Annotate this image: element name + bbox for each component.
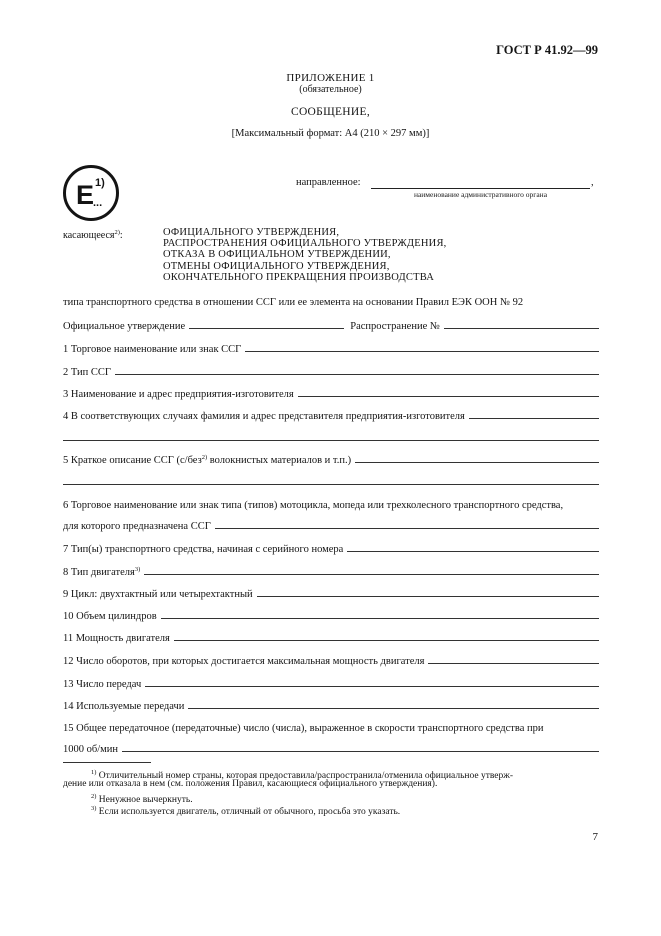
form-row-8	[63, 564, 599, 578]
form-row-15b	[63, 741, 599, 755]
vehicle-type-label: 7 Тип(ы) транспортного средства, начиная с серийного номера	[63, 544, 344, 555]
addressee-comma: ,	[591, 177, 594, 188]
standard-code: ГОСТ Р 41.92—99	[496, 43, 598, 57]
extension-field[interactable]	[444, 328, 599, 329]
engine-type-label: 8 Тип двигателя$^{3)}$	[63, 566, 141, 578]
footnote-1-continued: дение или отказала в нем (см. положения Правил, касающиеся официального утверждения).	[63, 779, 438, 789]
footnote-1: $^{1)}$ Отличительный номер страны, которая предоставила/распространила/отменила официальное утверж-	[91, 769, 513, 781]
form-row-9	[63, 586, 599, 600]
gear-count-label: 13 Число передач	[63, 679, 142, 690]
gear-ratio-label: 15 Общее передаточное (передаточные) число (числа), выраженное в скорости транспортного средства при	[63, 723, 544, 734]
gears-used-field[interactable]	[188, 708, 599, 709]
gears-used-label: 14 Используемые передачи	[63, 701, 185, 712]
displacement-field[interactable]	[161, 618, 599, 619]
form-row-13	[63, 676, 599, 690]
addressee-label: направленное:	[296, 177, 361, 188]
concerning-options	[163, 227, 447, 283]
concerning-label: касающееся$^{2)}$:	[63, 229, 123, 241]
engine-power-field[interactable]	[174, 640, 599, 641]
concerning-option: РАСПРОСТРАНЕНИЯ ОФИЦИАЛЬНОГО УТВЕРЖДЕНИЯ,	[163, 238, 447, 250]
representative-field-line2[interactable]	[63, 440, 599, 441]
vehicle-trade-name-label: 6 Торговое наименование или знак типа (типов) мотоцикла, мопеда или трехколесного транспортного средства,	[63, 500, 564, 511]
footnote-divider	[63, 762, 151, 763]
rpm-field[interactable]	[428, 663, 599, 664]
displacement-label: 10 Объем цилиндров	[63, 611, 157, 622]
description-field-line2[interactable]	[63, 484, 599, 485]
appendix-status: (обязательное)	[299, 84, 362, 95]
page-number: 7	[592, 831, 598, 843]
trade-name-field[interactable]	[245, 351, 599, 352]
intro-text: типа транспортного средства в отношении ССГ или ее элемента на основании Правил ЕЭК ООН № 92	[63, 297, 524, 308]
addressee-field[interactable]	[371, 188, 590, 189]
description-field[interactable]	[355, 462, 599, 463]
approval-row	[63, 318, 599, 332]
gear-count-field[interactable]	[145, 686, 599, 687]
e-mark-letter: E	[76, 180, 95, 210]
rpm-1000-label: 1000 об/мин	[63, 744, 119, 755]
form-row-4	[63, 408, 599, 422]
extension-label: Распространение №	[350, 321, 440, 332]
approval-label: Официальное утверждение	[63, 321, 186, 332]
gear-ratio-field[interactable]	[122, 751, 599, 752]
manufacturer-field[interactable]	[298, 396, 599, 397]
e-mark-footnote-ref: 1)	[95, 177, 105, 189]
form-row-1	[63, 341, 599, 355]
concerning-option: ОТМЕНЫ ОФИЦИАЛЬНОГО УТВЕРЖДЕНИЯ,	[163, 260, 390, 272]
e-mark-dots: ...	[93, 197, 103, 209]
form-row-3	[63, 386, 599, 400]
type-field[interactable]	[115, 374, 599, 375]
representative-field[interactable]	[469, 418, 599, 419]
form-row-5	[63, 452, 599, 466]
engine-power-label: 11 Мощность двигателя	[63, 633, 170, 644]
appendix-title: ПРИЛОЖЕНИЕ 1	[286, 72, 375, 84]
form-row-2	[63, 364, 599, 378]
footnote-2: $^{2)}$ Ненужное вычеркнуть.	[91, 793, 193, 805]
addressee-caption: наименование административного органа	[413, 190, 548, 199]
form-row-6b	[63, 518, 599, 532]
intended-for-label: для которого предназначена ССГ	[63, 521, 211, 532]
form-row-10	[63, 608, 599, 622]
form-row-7	[63, 541, 599, 555]
concerning-option: ОФИЦИАЛЬНОГО УТВЕРЖДЕНИЯ,	[163, 227, 340, 238]
form-row-15	[63, 720, 599, 734]
vehicle-type-field[interactable]	[347, 551, 599, 552]
message-title: СООБЩЕНИЕ,	[290, 106, 371, 118]
concerning-option: ОКОНЧАТЕЛЬНОГО ПРЕКРАЩЕНИЯ ПРОИЗВОДСТВА	[163, 271, 435, 283]
form-row-11	[63, 630, 599, 644]
footnote-3: $^{3)}$ Если используется двигатель, отличный от обычного, просьба это указать.	[91, 805, 401, 817]
e-mark-icon	[61, 163, 121, 223]
form-row-14	[63, 698, 599, 712]
cycle-field[interactable]	[257, 596, 599, 597]
description-label: 5 Краткое описание ССГ (с/без$^{2)}$ волокнистых материалов и т.п.)	[63, 454, 352, 466]
engine-type-field[interactable]	[144, 574, 599, 575]
cycle-label: 9 Цикл: двухтактный или четырехтактный	[63, 589, 253, 600]
concerning-option: ОТКАЗА В ОФИЦИАЛЬНОМ УТВЕРЖДЕНИИ,	[163, 249, 391, 261]
format-note: [Максимальный формат: А4 (210 × 297 мм)]	[231, 128, 430, 139]
vehicle-trade-name-field[interactable]	[215, 528, 599, 529]
manufacturer-label: 3 Наименование и адрес предприятия-изготовителя	[63, 389, 294, 400]
type-label: 2 Тип ССГ	[63, 367, 111, 378]
representative-label: 4 В соответствующих случаях фамилия и адрес представителя предприятия-изготовителя	[63, 411, 465, 422]
form-row-12	[63, 653, 599, 667]
form-row-6	[63, 497, 599, 511]
rpm-label: 12 Число оборотов, при которых достигается максимальная мощность двигателя	[63, 656, 425, 667]
trade-name-label: 1 Торговое наименование или знак ССГ	[63, 344, 242, 355]
approval-field[interactable]	[189, 328, 344, 329]
